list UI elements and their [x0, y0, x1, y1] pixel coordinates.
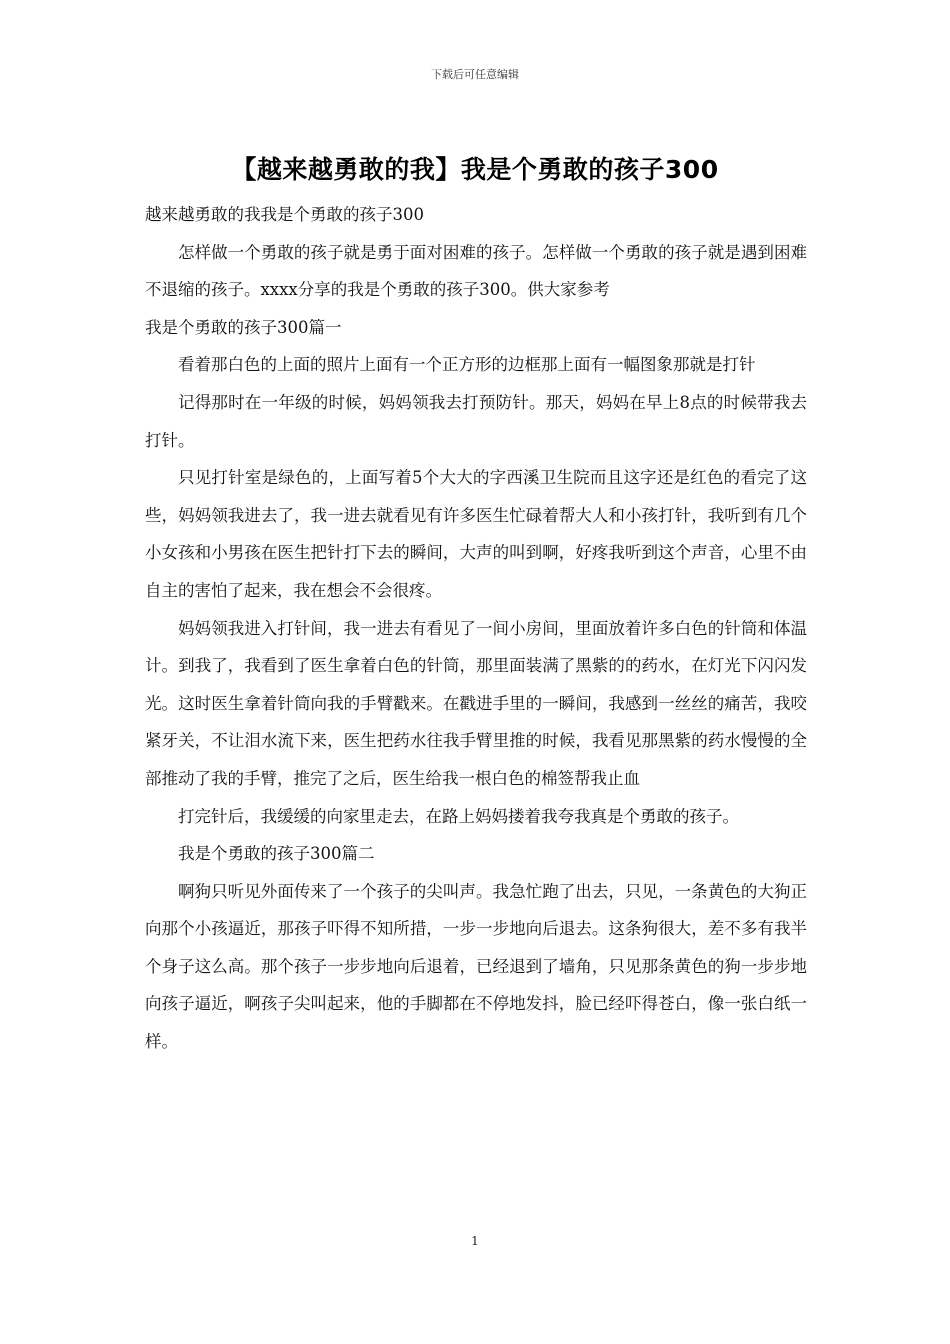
paragraph: 只见打针室是绿色的，上面写着5个大大的字西溪卫生院而且这字还是红色的看完了这些，妈妈领我进去了，我一进去就看见有许多医生忙碌着帮大人和小孩打针，我听到有几个小女孩和小男孩在医生把针打下去的瞬间，大声的叫到啊，好疼我听到这个声音，心里不由自主的害怕了起来，我在想会不会很疼。 [145, 468, 807, 600]
page-number: 1 [471, 1234, 479, 1248]
paragraph: 看着那白色的上面的照片上面有一个正方形的边框那上面有一幅图象那就是打针 [178, 355, 756, 375]
paragraph: 妈妈领我进入打针间，我一进去有看见了一间小房间，里面放着许多白色的针筒和体温计。到我了，我看到了医生拿着白色的针筒，那里面装满了黑紫的的药水，在灯光下闪闪发光。这时医生拿着针筒向我的手臂戳来。在戳进手里的一瞬间，我感到一丝丝的痛苦，我咬紧牙关，不让泪水流下来，医生把药水往我手臂里推的时候，我看见那黑紫的药水慢慢的全部推动了我的手臂，推完了之后，医生给我一根白色的棉签帮我止血 [145, 618, 807, 788]
document-title: 【越来越勇敢的我】我是个勇敢的孩子300 [231, 155, 719, 184]
section-heading-2: 我是个勇敢的孩子300篇二 [178, 844, 375, 864]
paragraph: 记得那时在一年级的时候，妈妈领我去打预防针。那天，妈妈在早上8点的时候带我去打针。 [145, 392, 807, 450]
document-body [145, 196, 807, 1061]
header-note: 下载后可任意编辑 [431, 68, 519, 81]
paragraph: 啊狗只听见外面传来了一个孩子的尖叫声。我急忙跑了出去，只见，一条黄色的大狗正向那个小孩逼近，那孩子吓得不知所措，一步一步地向后退去。这条狗很大，差不多有我半个身子这么高。那个孩子一步步地向后退着，已经退到了墙角，只见那条黄色的狗一步步地向孩子逼近，啊孩子尖叫起来，他的手脚都在不停地发抖，脸已经吓得苍白，像一张白纸一样。 [145, 881, 807, 1052]
paragraph-subtitle: 越来越勇敢的我我是个勇敢的孩子300 [145, 205, 424, 224]
paragraph: 打完针后，我缓缓的向家里走去，在路上妈妈搂着我夸我真是个勇敢的孩子。 [178, 806, 739, 826]
paragraph-intro: 怎样做一个勇敢的孩子就是勇于面对困难的孩子。怎样做一个勇敢的孩子就是遇到困难不退缩的孩子。xxxx分享的我是个勇敢的孩子300。供大家参考 [145, 242, 807, 300]
section-heading-1: 我是个勇敢的孩子300篇一 [145, 317, 342, 337]
